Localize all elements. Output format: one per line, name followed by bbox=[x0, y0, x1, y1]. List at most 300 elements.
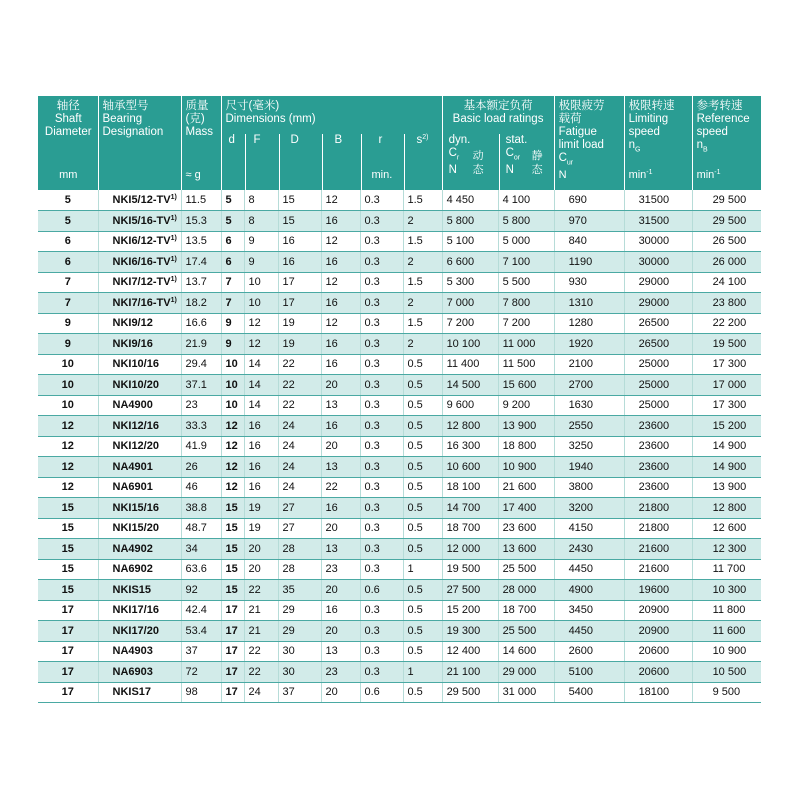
table-row bbox=[38, 477, 761, 498]
cell-ref: 24 100 bbox=[692, 272, 761, 293]
table-row bbox=[38, 354, 761, 375]
cell-cur: 840 bbox=[554, 231, 624, 252]
header-dims-en: Dimensions (mm) bbox=[225, 113, 316, 125]
cell-dyn: 5 100 bbox=[442, 231, 498, 252]
table-row bbox=[38, 395, 761, 416]
cell-shaft: 7 bbox=[38, 272, 98, 293]
cell-cur: 1920 bbox=[554, 334, 624, 355]
cell-dyn: 5 300 bbox=[442, 272, 498, 293]
cell-shaft: 17 bbox=[38, 600, 98, 621]
cell-ref: 23 800 bbox=[692, 293, 761, 314]
cell-shaft: 17 bbox=[38, 662, 98, 683]
cell-stat: 14 600 bbox=[498, 641, 554, 662]
cell-shaft: 12 bbox=[38, 457, 98, 478]
cell-des: NA4901 bbox=[98, 457, 181, 478]
table-row bbox=[38, 375, 761, 396]
cell-lim: 30000 bbox=[624, 231, 692, 252]
header-dim-s-footnote: 2) bbox=[422, 134, 429, 141]
header-limiting-cn: 极限转速 bbox=[628, 100, 675, 112]
cell-shaft: 5 bbox=[38, 211, 98, 232]
cell-r: 0.3 bbox=[360, 436, 403, 457]
cell-mass: 23 bbox=[181, 395, 221, 416]
cell-cur: 3450 bbox=[554, 600, 624, 621]
cell-dyn: 12 400 bbox=[442, 641, 498, 662]
cell-B: 22 bbox=[321, 477, 360, 498]
cell-d: 5 bbox=[221, 211, 244, 232]
cell-D: 24 bbox=[278, 457, 321, 478]
cell-s: 1.5 bbox=[403, 231, 442, 252]
cell-des: NKI9/12 bbox=[98, 313, 181, 334]
cell-mass: 48.7 bbox=[181, 518, 221, 539]
cell-s: 0.5 bbox=[403, 621, 442, 642]
cell-ref: 14 900 bbox=[692, 457, 761, 478]
header-mass-cn1: 质量 bbox=[185, 100, 209, 112]
cell-des: NKI6/12-TV$^{1)}$ bbox=[98, 231, 181, 252]
header-shaft bbox=[38, 96, 98, 190]
cell-B: 13 bbox=[321, 641, 360, 662]
cell-mass: 13.7 bbox=[181, 272, 221, 293]
cell-B: 20 bbox=[321, 375, 360, 396]
cell-shaft: 12 bbox=[38, 477, 98, 498]
cell-s: 1 bbox=[403, 559, 442, 580]
cell-dyn: 12 800 bbox=[442, 416, 498, 437]
cell-dyn: 11 400 bbox=[442, 354, 498, 375]
cell-B: 13 bbox=[321, 539, 360, 560]
header-shaft-cn: 轴径 bbox=[56, 100, 80, 112]
header-mass-cn2: (克) bbox=[185, 113, 205, 125]
cell-F: 22 bbox=[244, 580, 278, 601]
cell-shaft: 6 bbox=[38, 252, 98, 273]
cell-lim: 21600 bbox=[624, 539, 692, 560]
table-row bbox=[38, 682, 761, 703]
cell-cur: 1940 bbox=[554, 457, 624, 478]
cell-r: 0.3 bbox=[360, 457, 403, 478]
cell-shaft: 7 bbox=[38, 293, 98, 314]
cell-D: 35 bbox=[278, 580, 321, 601]
table-row bbox=[38, 518, 761, 539]
cell-ref: 17 000 bbox=[692, 375, 761, 396]
cell-F: 21 bbox=[244, 621, 278, 642]
header-bearing-en2: Designation bbox=[102, 126, 164, 138]
cell-des: NKI10/20 bbox=[98, 375, 181, 396]
header-limiting-speed: 极限转速 Limiting speed $n_G$ $\min^{-1}$ bbox=[624, 96, 692, 190]
cell-d: 6 bbox=[221, 231, 244, 252]
cell-mass: 98 bbox=[181, 682, 221, 703]
cell-stat: 7 100 bbox=[498, 252, 554, 273]
cell-s: 2 bbox=[403, 293, 442, 314]
cell-r: 0.3 bbox=[360, 354, 403, 375]
cell-mass: 37 bbox=[181, 641, 221, 662]
cell-shaft: 15 bbox=[38, 559, 98, 580]
cell-F: 16 bbox=[244, 457, 278, 478]
cell-D: 27 bbox=[278, 498, 321, 519]
cell-lim: 20600 bbox=[624, 641, 692, 662]
cell-mass: 46 bbox=[181, 477, 221, 498]
cell-r: 0.3 bbox=[360, 293, 403, 314]
cell-D: 24 bbox=[278, 477, 321, 498]
cell-des: NKI5/12-TV$^{1)}$ bbox=[98, 190, 181, 211]
cell-dyn: 6 600 bbox=[442, 252, 498, 273]
cell-s: 0.5 bbox=[403, 375, 442, 396]
cell-s: 0.5 bbox=[403, 395, 442, 416]
cell-des: NA4900 bbox=[98, 395, 181, 416]
header-load-dyn: dyn. $C_r$ 动 N 态 bbox=[448, 134, 484, 177]
cell-ref: 10 500 bbox=[692, 662, 761, 683]
cell-D: 30 bbox=[278, 641, 321, 662]
cell-ref: 10 900 bbox=[692, 641, 761, 662]
header-dims-cn: 尺寸(毫米) bbox=[225, 100, 280, 112]
cell-d: 12 bbox=[221, 436, 244, 457]
cell-d: 6 bbox=[221, 252, 244, 273]
cell-cur: 3250 bbox=[554, 436, 624, 457]
cell-dyn: 15 200 bbox=[442, 600, 498, 621]
cell-B: 12 bbox=[321, 231, 360, 252]
header-limiting-en1: Limiting bbox=[628, 113, 669, 125]
cell-dyn: 29 500 bbox=[442, 682, 498, 703]
cell-mass: 38.8 bbox=[181, 498, 221, 519]
cell-F: 10 bbox=[244, 293, 278, 314]
cell-des: NKI17/16 bbox=[98, 600, 181, 621]
cell-B: 16 bbox=[321, 252, 360, 273]
cell-cur: 1190 bbox=[554, 252, 624, 273]
header-dim-D: D bbox=[279, 134, 322, 190]
cell-des: NKI7/16-TV$^{1)}$ bbox=[98, 293, 181, 314]
cell-D: 15 bbox=[278, 190, 321, 211]
cell-ref: 12 300 bbox=[692, 539, 761, 560]
cell-B: 20 bbox=[321, 621, 360, 642]
cell-B: 16 bbox=[321, 354, 360, 375]
header-dim-r: r min. bbox=[361, 134, 404, 190]
cell-cur: 1630 bbox=[554, 395, 624, 416]
designation-footnote: 1) bbox=[170, 296, 177, 304]
cell-des: NA4903 bbox=[98, 641, 181, 662]
cell-s: 0.5 bbox=[403, 457, 442, 478]
cell-D: 27 bbox=[278, 518, 321, 539]
cell-lim: 26500 bbox=[624, 313, 692, 334]
cell-des: NKI17/20 bbox=[98, 621, 181, 642]
cell-dyn: 4 450 bbox=[442, 190, 498, 211]
cell-F: 14 bbox=[244, 354, 278, 375]
table-row bbox=[38, 621, 761, 642]
cell-cur: 3200 bbox=[554, 498, 624, 519]
cell-F: 16 bbox=[244, 436, 278, 457]
table-row bbox=[38, 313, 761, 334]
table-row bbox=[38, 416, 761, 437]
cell-mass: 41.9 bbox=[181, 436, 221, 457]
table-row bbox=[38, 457, 761, 478]
cell-d: 17 bbox=[221, 600, 244, 621]
header-dim-F: F bbox=[245, 134, 279, 190]
header-dim-B: B bbox=[322, 134, 361, 190]
cell-des: NKIS15 bbox=[98, 580, 181, 601]
designation-footnote: 1) bbox=[170, 235, 177, 243]
cell-dyn: 14 700 bbox=[442, 498, 498, 519]
cell-d: 10 bbox=[221, 354, 244, 375]
cell-F: 16 bbox=[244, 416, 278, 437]
cell-dyn: 10 600 bbox=[442, 457, 498, 478]
header-mass-unit: ≈ g bbox=[185, 169, 201, 181]
cell-r: 0.6 bbox=[360, 580, 403, 601]
cell-r: 0.3 bbox=[360, 498, 403, 519]
cell-s: 0.5 bbox=[403, 600, 442, 621]
cell-ref: 19 500 bbox=[692, 334, 761, 355]
cell-F: 8 bbox=[244, 190, 278, 211]
header-row bbox=[38, 96, 761, 190]
cell-ref: 11 800 bbox=[692, 600, 761, 621]
cell-cur: 5400 bbox=[554, 682, 624, 703]
cell-ref: 26 500 bbox=[692, 231, 761, 252]
cell-B: 12 bbox=[321, 272, 360, 293]
cell-shaft: 15 bbox=[38, 518, 98, 539]
cell-F: 9 bbox=[244, 252, 278, 273]
cell-F: 8 bbox=[244, 211, 278, 232]
cell-mass: 15.3 bbox=[181, 211, 221, 232]
cell-F: 12 bbox=[244, 334, 278, 355]
cell-ref: 29 500 bbox=[692, 190, 761, 211]
cell-B: 20 bbox=[321, 436, 360, 457]
cell-dyn: 16 300 bbox=[442, 436, 498, 457]
cell-dyn: 7 200 bbox=[442, 313, 498, 334]
cell-shaft: 5 bbox=[38, 190, 98, 211]
cell-D: 28 bbox=[278, 539, 321, 560]
cell-dyn: 5 800 bbox=[442, 211, 498, 232]
cell-B: 16 bbox=[321, 334, 360, 355]
cell-dyn: 19 500 bbox=[442, 559, 498, 580]
cell-F: 20 bbox=[244, 539, 278, 560]
cell-cur: 5100 bbox=[554, 662, 624, 683]
cell-s: 1.5 bbox=[403, 272, 442, 293]
cell-r: 0.3 bbox=[360, 231, 403, 252]
cell-B: 23 bbox=[321, 559, 360, 580]
cell-ref: 9 500 bbox=[692, 682, 761, 703]
cell-r: 0.3 bbox=[360, 252, 403, 273]
cell-dyn: 7 000 bbox=[442, 293, 498, 314]
cell-r: 0.3 bbox=[360, 518, 403, 539]
cell-cur: 930 bbox=[554, 272, 624, 293]
cell-cur: 2550 bbox=[554, 416, 624, 437]
header-shaft-en2: Diameter bbox=[44, 126, 92, 138]
cell-d: 10 bbox=[221, 375, 244, 396]
cell-lim: 21600 bbox=[624, 559, 692, 580]
designation-footnote: 1) bbox=[170, 194, 177, 201]
cell-lim: 31500 bbox=[624, 211, 692, 232]
cell-des: NKI9/16 bbox=[98, 334, 181, 355]
cell-lim: 23600 bbox=[624, 436, 692, 457]
header-fatigue-cn1: 极限疲劳 bbox=[558, 100, 605, 112]
table-row bbox=[38, 334, 761, 355]
cell-D: 22 bbox=[278, 354, 321, 375]
cell-ref: 12 800 bbox=[692, 498, 761, 519]
cell-stat: 28 000 bbox=[498, 580, 554, 601]
cell-r: 0.6 bbox=[360, 682, 403, 703]
cell-d: 15 bbox=[221, 498, 244, 519]
cell-stat: 21 600 bbox=[498, 477, 554, 498]
cell-stat: 11 000 bbox=[498, 334, 554, 355]
cell-ref: 22 200 bbox=[692, 313, 761, 334]
cell-mass: 17.4 bbox=[181, 252, 221, 273]
cell-D: 37 bbox=[278, 682, 321, 703]
cell-r: 0.3 bbox=[360, 600, 403, 621]
cell-r: 0.3 bbox=[360, 313, 403, 334]
cell-lim: 26500 bbox=[624, 334, 692, 355]
cell-D: 22 bbox=[278, 395, 321, 416]
cell-shaft: 9 bbox=[38, 334, 98, 355]
cell-des: NKI15/20 bbox=[98, 518, 181, 539]
header-reference-cn: 参考转速 bbox=[696, 100, 743, 112]
cell-s: 2 bbox=[403, 252, 442, 273]
cell-dyn: 10 100 bbox=[442, 334, 498, 355]
cell-des: NKI15/16 bbox=[98, 498, 181, 519]
cell-dyn: 21 100 bbox=[442, 662, 498, 683]
cell-dyn: 27 500 bbox=[442, 580, 498, 601]
designation-footnote: 1) bbox=[170, 255, 177, 263]
cell-ref: 12 600 bbox=[692, 518, 761, 539]
cell-r: 0.3 bbox=[360, 559, 403, 580]
cell-lim: 21800 bbox=[624, 498, 692, 519]
cell-lim: 23600 bbox=[624, 457, 692, 478]
cell-cur: 4150 bbox=[554, 518, 624, 539]
table-row bbox=[38, 662, 761, 683]
cell-d: 15 bbox=[221, 518, 244, 539]
cell-d: 17 bbox=[221, 682, 244, 703]
cell-dyn: 14 500 bbox=[442, 375, 498, 396]
header-fatigue-en2: limit load bbox=[558, 139, 604, 151]
cell-mass: 72 bbox=[181, 662, 221, 683]
header-fatigue-unit: N bbox=[558, 169, 567, 181]
cell-D: 15 bbox=[278, 211, 321, 232]
header-reference-en1: Reference bbox=[696, 113, 750, 125]
cell-lim: 23600 bbox=[624, 416, 692, 437]
cell-ref: 15 200 bbox=[692, 416, 761, 437]
table-row bbox=[38, 252, 761, 273]
cell-lim: 30000 bbox=[624, 252, 692, 273]
cell-d: 15 bbox=[221, 539, 244, 560]
cell-s: 0.5 bbox=[403, 416, 442, 437]
cell-D: 24 bbox=[278, 416, 321, 437]
cell-r: 0.3 bbox=[360, 334, 403, 355]
cell-r: 0.3 bbox=[360, 416, 403, 437]
table-row bbox=[38, 272, 761, 293]
header-reference-speed: 参考转速 Reference speed $n_B$ $\min^{-1}$ bbox=[692, 96, 761, 190]
cell-D: 17 bbox=[278, 293, 321, 314]
cell-F: 22 bbox=[244, 662, 278, 683]
cell-F: 20 bbox=[244, 559, 278, 580]
cell-d: 10 bbox=[221, 395, 244, 416]
cell-cur: 970 bbox=[554, 211, 624, 232]
cell-s: 0.5 bbox=[403, 518, 442, 539]
cell-ref: 26 000 bbox=[692, 252, 761, 273]
cell-mass: 53.4 bbox=[181, 621, 221, 642]
table-row bbox=[38, 498, 761, 519]
cell-r: 0.3 bbox=[360, 272, 403, 293]
cell-r: 0.3 bbox=[360, 477, 403, 498]
cell-B: 13 bbox=[321, 457, 360, 478]
cell-stat: 13 600 bbox=[498, 539, 554, 560]
cell-B: 16 bbox=[321, 498, 360, 519]
cell-r: 0.3 bbox=[360, 621, 403, 642]
cell-cur: 3800 bbox=[554, 477, 624, 498]
cell-ref: 14 900 bbox=[692, 436, 761, 457]
cell-D: 16 bbox=[278, 252, 321, 273]
cell-ref: 13 900 bbox=[692, 477, 761, 498]
cell-lim: 20600 bbox=[624, 662, 692, 683]
cell-stat: 7 200 bbox=[498, 313, 554, 334]
cell-stat: 10 900 bbox=[498, 457, 554, 478]
cell-ref: 11 600 bbox=[692, 621, 761, 642]
cell-stat: 4 100 bbox=[498, 190, 554, 211]
table-row bbox=[38, 580, 761, 601]
cell-d: 9 bbox=[221, 313, 244, 334]
cell-F: 14 bbox=[244, 395, 278, 416]
cell-r: 0.3 bbox=[360, 190, 403, 211]
header-reference-en2: speed bbox=[696, 126, 728, 138]
cell-D: 28 bbox=[278, 559, 321, 580]
table-row bbox=[38, 293, 761, 314]
cell-ref: 10 300 bbox=[692, 580, 761, 601]
cell-stat: 17 400 bbox=[498, 498, 554, 519]
cell-lim: 19600 bbox=[624, 580, 692, 601]
cell-r: 0.3 bbox=[360, 395, 403, 416]
cell-shaft: 12 bbox=[38, 416, 98, 437]
cell-stat: 23 600 bbox=[498, 518, 554, 539]
cell-lim: 31500 bbox=[624, 190, 692, 211]
table-row bbox=[38, 436, 761, 457]
cell-F: 12 bbox=[244, 313, 278, 334]
cell-mass: 29.4 bbox=[181, 354, 221, 375]
cell-s: 2 bbox=[403, 211, 442, 232]
cell-F: 16 bbox=[244, 477, 278, 498]
cell-shaft: 6 bbox=[38, 231, 98, 252]
cell-D: 19 bbox=[278, 313, 321, 334]
cell-F: 14 bbox=[244, 375, 278, 396]
bearing-table-sheet bbox=[38, 96, 761, 703]
cell-des: NA6901 bbox=[98, 477, 181, 498]
cell-r: 0.3 bbox=[360, 375, 403, 396]
cell-shaft: 15 bbox=[38, 539, 98, 560]
bearing-spec-table bbox=[38, 96, 761, 703]
header-load-stat: stat. $C_{or}$ 静 N 态 bbox=[499, 134, 555, 190]
cell-stat: 25 500 bbox=[498, 559, 554, 580]
cell-r: 0.3 bbox=[360, 539, 403, 560]
cell-stat: 18 700 bbox=[498, 600, 554, 621]
cell-des: NKI10/16 bbox=[98, 354, 181, 375]
cell-cur: 4450 bbox=[554, 559, 624, 580]
header-mass bbox=[181, 96, 221, 190]
table-row bbox=[38, 559, 761, 580]
cell-stat: 5 500 bbox=[498, 272, 554, 293]
cell-B: 16 bbox=[321, 416, 360, 437]
cell-shaft: 9 bbox=[38, 313, 98, 334]
cell-dyn: 18 100 bbox=[442, 477, 498, 498]
cell-ref: 17 300 bbox=[692, 395, 761, 416]
cell-D: 17 bbox=[278, 272, 321, 293]
cell-des: NA6902 bbox=[98, 559, 181, 580]
table-body bbox=[38, 190, 761, 703]
cell-s: 0.5 bbox=[403, 539, 442, 560]
cell-mass: 33.3 bbox=[181, 416, 221, 437]
cell-d: 7 bbox=[221, 293, 244, 314]
cell-cur: 2700 bbox=[554, 375, 624, 396]
cell-ref: 17 300 bbox=[692, 354, 761, 375]
cell-r: 0.3 bbox=[360, 662, 403, 683]
cell-mass: 11.5 bbox=[181, 190, 221, 211]
cell-ref: 29 500 bbox=[692, 211, 761, 232]
cell-d: 17 bbox=[221, 641, 244, 662]
cell-mass: 34 bbox=[181, 539, 221, 560]
header-bearing bbox=[98, 96, 181, 190]
cell-shaft: 17 bbox=[38, 682, 98, 703]
header-bearing-cn: 轴承型号 bbox=[102, 100, 149, 112]
